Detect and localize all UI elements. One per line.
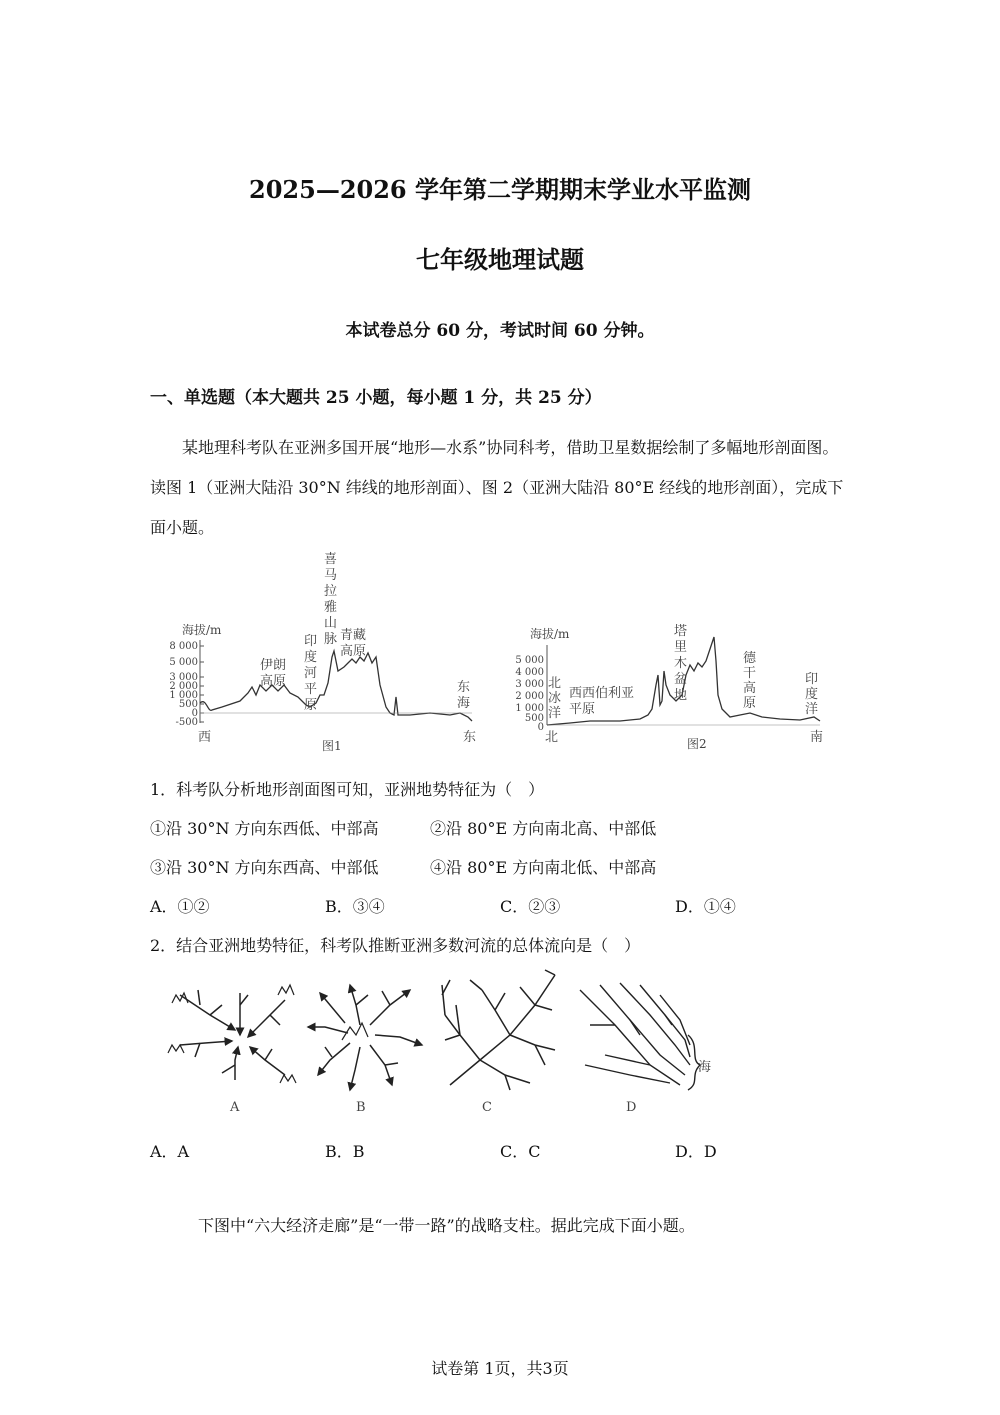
fig2-label-arctic: 北 [548,676,562,691]
fig1-label-indus: 河 [304,666,318,681]
fig1-label-iran: 伊朗 [260,658,287,673]
fig1-ytick: 500 [178,699,198,710]
fig2-ytick: 3 000 [515,679,544,690]
fig1-label-tibet: 高原 [340,644,367,659]
fig1-label-indus: 印 [304,634,318,649]
fig2-north: 北 [545,730,559,745]
fig1-ytick: 0 [191,708,198,719]
q1-option-b[interactable]: B．③④ [325,897,385,916]
fig1-west: 西 [198,730,212,745]
intro-paragraph: 某地理科考队在亚洲多国开展“地形—水系”协同科考，借助卫星数据绘制了多幅地形剖面图。读图 1（亚洲大陆沿 30°N 纬线的地形剖面）、图 2（亚洲大陆沿 80°E 经线的地形剖面），完成下面小题。 [150,438,844,537]
fig1-ytick: 2 000 [169,681,198,692]
fig1-label-indus: 度 [304,650,318,665]
fig2-label-siberia: 西西伯利亚 [569,686,635,701]
fig2-ytick: 1 000 [515,703,544,714]
fig1-ytick: 8 000 [169,641,198,652]
fig1-ytick: 1 000 [169,690,198,701]
fig1-label-himalaya: 脉 [324,632,338,647]
river-label-sea: 海 [698,1060,712,1075]
fig2-label-tarim: 木 [674,656,688,671]
fig2-label-arctic: 冰 [548,691,562,706]
fig2-label-deccan: 干 [743,666,757,681]
q2-option-c[interactable]: C．C [500,1142,541,1161]
fig1-caption: 图1 [322,739,342,753]
fig2-south: 南 [810,730,824,745]
fig1-ytick: 5 000 [169,657,198,668]
fig1-ytick: 3 000 [169,672,198,683]
q1-statement-2: ②沿 80°E 方向南北高、中部低 [430,819,657,838]
fig2-label-tarim: 盆 [674,672,688,687]
fig1-profile-line [200,651,472,721]
q1-option-a[interactable]: A．①② [150,897,210,916]
q1-statement-4: ④沿 80°E 方向南北低、中部高 [430,858,657,877]
fig2-ytick: 4 000 [515,667,544,678]
q2-option-b[interactable]: B．B [325,1142,365,1161]
fig1-label-east-sea: 东 [457,680,471,695]
fig2-label-tarim: 里 [674,640,688,655]
q2-option-d[interactable]: D．D [675,1142,717,1161]
q1-statement-3: ③沿 30°N 方向东西高、中部低 [150,858,379,877]
river-pattern-a [168,985,296,1083]
fig2-label-tarim: 地 [674,688,688,703]
fig1-label-himalaya: 拉 [324,584,338,599]
exam-subtitle: 七年级地理试题 [416,245,584,274]
fig2-label-arctic: 洋 [548,706,562,721]
figure-1 [169,551,476,753]
fig2-label-siberia: 平原 [569,702,596,717]
fig2-label-deccan: 原 [743,696,757,711]
fig2-label-deccan: 高 [743,681,757,696]
q1-option-d[interactable]: D．①④ [675,897,736,916]
fig2-ytick: 500 [524,713,544,724]
fig1-label-indus: 平 [304,682,318,697]
fig1-label-himalaya: 雅 [324,600,338,615]
river-label-b: B [356,1100,366,1115]
river-label-c: C [482,1100,492,1115]
figure-2 [515,624,823,751]
section2-intro: 下图中“六大经济走廊”是“一带一路”的战略支柱。据此完成下面小题。 [198,1216,695,1235]
q2-stem: 2．结合亚洲地势特征，科考队推断亚洲多数河流的总体流向是（ ） [150,936,641,955]
fig1-east: 东 [463,730,477,745]
page-footer: 试卷第 1页，共3页 [431,1359,569,1378]
fig2-ytick: 0 [537,722,544,733]
fig1-label-iran: 高原 [260,674,287,689]
fig1-label-himalaya: 山 [324,616,338,631]
river-pattern-c [442,970,555,1090]
fig1-ylabel: 海拔/m [182,623,222,637]
river-pattern-b [308,985,422,1090]
river-pattern-d [580,983,700,1090]
fig2-ytick: 2 000 [515,691,544,702]
q1-stem: 1．科考队分析地形剖面图可知，亚洲地势特征为（ ） [150,780,545,799]
fig2-ylabel: 海拔/m [530,627,570,641]
fig2-label-indian-ocean: 洋 [805,702,819,717]
exam-info: 本试卷总分 60 分，考试时间 60 分钟。 [345,321,655,341]
q2-option-a[interactable]: A．A [150,1142,190,1161]
section-heading: 一、单选题（本大题共 25 小题，每小题 1 分，共 25 分） [150,388,602,408]
fig2-caption: 图2 [687,737,707,751]
fig2-ytick: 5 000 [515,655,544,666]
fig2-label-tarim: 塔 [674,624,688,639]
fig1-label-himalaya: 喜 [324,552,338,567]
fig2-label-deccan: 德 [743,651,757,666]
fig1-label-indus: 原 [304,698,318,713]
fig1-ytick: -500 [175,717,198,728]
river-label-d: D [626,1100,637,1115]
fig1-label-east-sea: 海 [457,696,471,711]
river-pattern-figures [160,965,730,1120]
q1-statement-1: ①沿 30°N 方向东西低、中部高 [150,819,379,838]
fig2-label-indian-ocean: 度 [805,687,819,702]
river-label-a: A [230,1100,240,1115]
fig1-label-himalaya: 马 [324,568,338,583]
q1-option-c[interactable]: C．②③ [500,897,561,916]
fig2-label-indian-ocean: 印 [805,672,819,687]
exam-title: 2025—2026 学年第二学期期末学业水平监测 [249,175,751,204]
fig1-label-tibet: 青藏 [340,628,367,643]
terrain-profile-figures [150,545,850,760]
